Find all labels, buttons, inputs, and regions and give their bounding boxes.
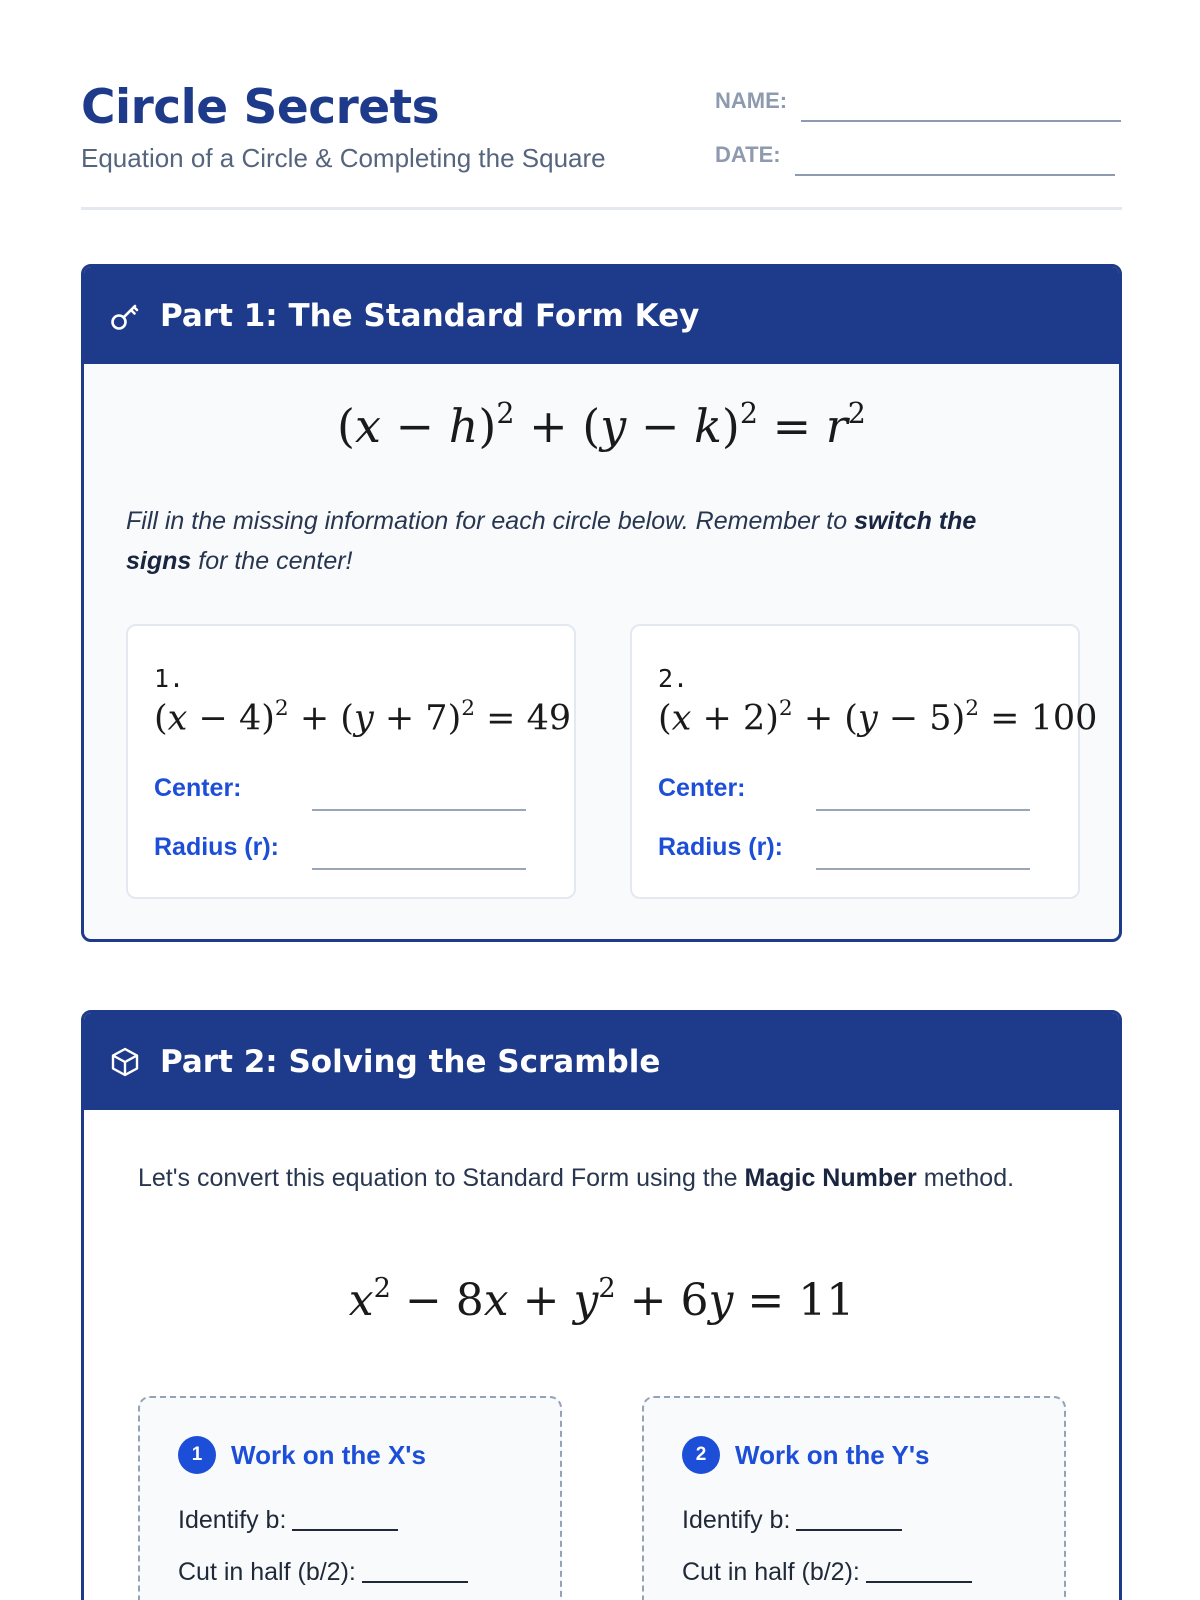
intro-text: Let's convert this equation to Standard Form using the	[138, 1164, 745, 1192]
step-number-badge: 1	[178, 1436, 216, 1474]
center-label: Center:	[658, 774, 746, 802]
step-title: Work on the X's	[231, 1439, 426, 1470]
name-field[interactable]	[715, 88, 1121, 114]
identify-b-blank[interactable]	[796, 1529, 902, 1531]
part1-header	[84, 267, 1119, 364]
date-line[interactable]	[795, 174, 1115, 176]
half-b-blank[interactable]	[866, 1581, 972, 1583]
part1-instructions	[126, 501, 1046, 581]
step-card-y	[642, 1396, 1066, 1600]
problem-equation: $(x - 4)^2 + (y + 7)^2 = 49$	[154, 695, 572, 739]
half-b-row[interactable]	[682, 1558, 972, 1587]
center-answer-line[interactable]	[816, 809, 1030, 811]
part2-header	[84, 1013, 1119, 1110]
center-answer-line[interactable]	[312, 809, 526, 811]
scramble-equation: $x^2 - 8x + y^2 + 6y = 11$	[348, 1272, 855, 1326]
half-b-label: Cut in half (b/2):	[178, 1558, 356, 1586]
step-header	[178, 1436, 426, 1474]
name-line[interactable]	[801, 120, 1121, 122]
instructions-text-end: for the center!	[191, 547, 353, 575]
worksheet-page	[81, 0, 1122, 1600]
part1-title: Part 1: The Standard Form Key	[160, 297, 700, 334]
half-b-row[interactable]	[178, 1558, 468, 1587]
instructions-emphasis: switch the signs	[126, 507, 977, 575]
half-b-blank[interactable]	[362, 1581, 468, 1583]
radius-answer-line[interactable]	[312, 868, 526, 870]
step-header	[682, 1436, 929, 1474]
step-number-badge: 2	[682, 1436, 720, 1474]
identify-b-label: Identify b:	[178, 1506, 287, 1534]
intro-emphasis: Magic Number	[744, 1164, 917, 1192]
page-title: Circle Secrets	[81, 80, 440, 135]
header-divider	[81, 207, 1122, 210]
part2-title: Part 2: Solving the Scramble	[160, 1043, 661, 1080]
problem-number: 2.	[658, 664, 689, 693]
intro-text-end: method.	[916, 1164, 1015, 1192]
identify-b-row[interactable]	[178, 1506, 398, 1535]
problem-card	[126, 624, 576, 899]
instructions-text: Fill in the missing information for each circle below. Remember to	[126, 507, 855, 535]
part1-section	[81, 264, 1122, 942]
half-b-label: Cut in half (b/2):	[682, 1558, 860, 1586]
problem-equation: $(x + 2)^2 + (y - 5)^2 = 100$	[658, 695, 1098, 739]
radius-label: Radius (r):	[154, 833, 279, 861]
step-title: Work on the Y's	[735, 1439, 930, 1470]
identify-b-row[interactable]	[682, 1506, 902, 1535]
problem-number: 1.	[154, 664, 185, 693]
radius-answer-line[interactable]	[816, 868, 1030, 870]
center-label: Center:	[154, 774, 242, 802]
standard-form-equation: $(x - h)^2 + (y - k)^2 = r^2$	[337, 396, 866, 453]
identify-b-label: Identify b:	[682, 1506, 791, 1534]
key-icon	[108, 299, 142, 333]
date-label: DATE:	[715, 142, 781, 167]
page-subtitle: Equation of a Circle & Completing the Square	[81, 143, 606, 173]
problem-card	[630, 624, 1098, 899]
identify-b-blank[interactable]	[292, 1529, 398, 1531]
cube-icon	[108, 1045, 142, 1079]
part2-intro	[138, 1158, 1038, 1198]
radius-label: Radius (r):	[658, 833, 783, 861]
part2-section	[81, 1010, 1122, 1600]
step-card-x	[138, 1396, 562, 1600]
name-label: NAME:	[715, 88, 788, 113]
date-field[interactable]	[715, 142, 1115, 168]
